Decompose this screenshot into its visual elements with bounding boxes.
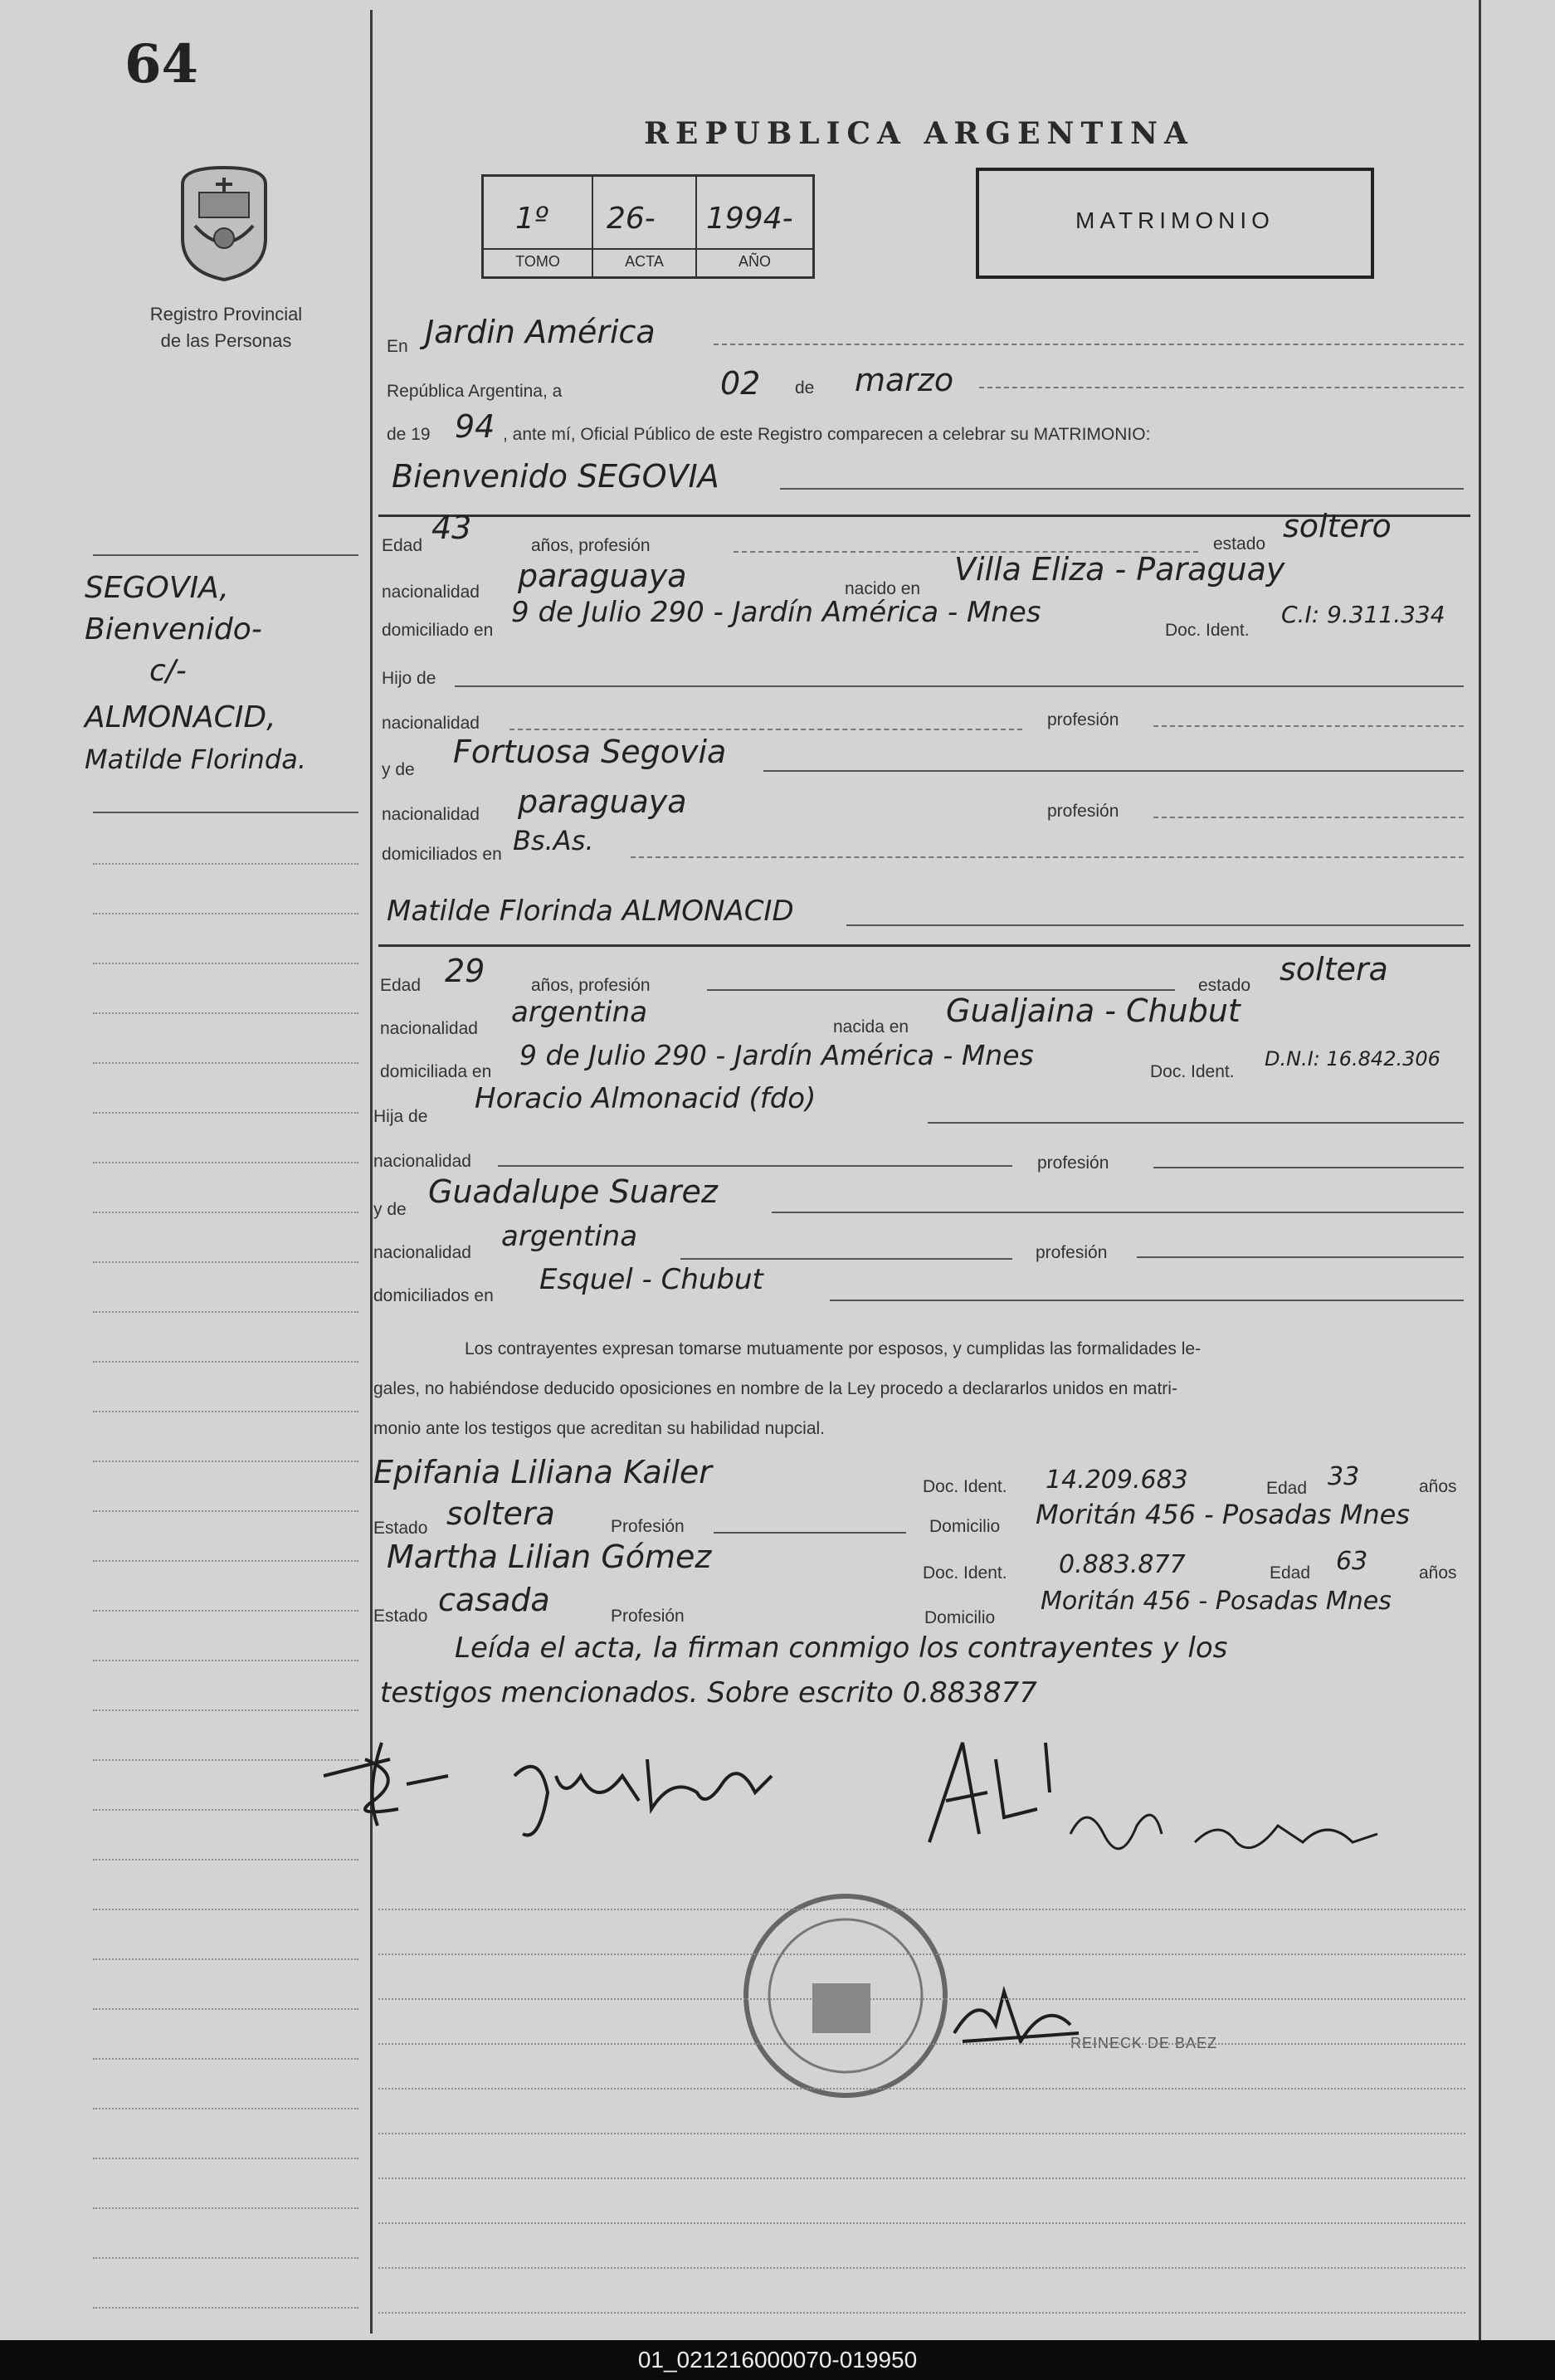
bride-father-nac-label: nacionalidad [373,1152,471,1171]
bride-estado: soltera [1280,951,1388,988]
margin-dotted-line [93,1062,358,1064]
right-border [1479,0,1481,2340]
bride-estado-label: estado [1198,976,1251,995]
groom-age: 43 [431,510,472,546]
margin-dotted-line [93,1510,358,1512]
bride-name: Matilde Florinda ALMONACID [387,895,794,928]
tomo-value: 1º [515,202,548,236]
body-dotted-line [378,1909,1465,1910]
bride-father-prof-line [1153,1167,1464,1168]
bride-separator [378,944,1470,947]
bride-yde-label: y de [373,1200,407,1219]
place-line [714,344,1464,345]
margin-note-line2: Bienvenido- [85,612,262,646]
de-label: de [795,378,815,397]
groom-anos-label: años, profesión [531,536,651,555]
groom-mother-line [763,770,1464,772]
signature-witness2 [1062,1784,1394,1884]
margin-dotted-line [93,2307,358,2309]
intro-statement: , ante mí, Oficial Público de este Registro comparecen a celebrar su MATRIMONIO: [503,425,1151,444]
bride-dom-label: domiciliados en [373,1286,494,1305]
witness2-doc-label: Doc. Ident. [923,1563,1007,1583]
witness1-doc-label: Doc. Ident. [923,1477,1007,1496]
groom-yde-label: y de [382,760,415,779]
bride-nac-label: nacionalidad [380,1019,478,1038]
witness2-doc: 0.883.877 [1059,1550,1186,1579]
witness2-age: 63 [1336,1547,1368,1576]
margin-dotted-line [93,1660,358,1661]
signature-witness1 [913,1726,1079,1851]
official-seal-icon [734,1884,958,2108]
groom-father-prof-label: profesión [1047,710,1119,729]
bride-father-line [928,1122,1464,1124]
witness1-domicilio-label: Domicilio [929,1517,1001,1536]
margin-divider [370,10,373,2334]
groom-dom-label: domiciliados en [382,845,502,864]
groom-mother-nac: paraguaya [518,783,687,820]
margin-rule [93,554,358,556]
official-stamp-text: REINECK DE BAEZ [1070,2035,1218,2051]
bride-mother-nac-label: nacionalidad [373,1243,471,1262]
record-type-box [976,168,1374,279]
witness1-estado: soltera [446,1495,555,1532]
body-dotted-line [378,2178,1465,2179]
registry-name-line1: Registro Provincial [149,304,303,324]
margin-note-line3: c/- [149,654,187,688]
bride-father: Horacio Almonacid (fdo) [475,1082,816,1115]
groom-domicilio-label: domiciliado en [382,621,494,640]
groom-nacido-label: nacido en [845,579,921,598]
groom-father-nac-label: nacionalidad [382,714,480,733]
groom-father-nac-line [509,729,1022,730]
witness1-estado-label: Estado [373,1519,428,1538]
margin-dotted-line [93,1610,358,1612]
groom-mother-prof-label: profesión [1047,802,1119,821]
margin-dotted-line [93,2158,358,2159]
margin-dotted-line [93,1958,358,1960]
margin-dotted-line [93,1461,358,1462]
record-number-box [481,174,815,279]
witness2-edad-label: Edad [1270,1563,1311,1583]
margin-dotted-line [93,2058,358,2060]
groom-mother-nac-label: nacionalidad [382,805,480,824]
margin-dotted-line [93,1112,358,1114]
groom-nac-label: nacionalidad [382,583,480,602]
bride-father-nac-line [498,1165,1012,1167]
bride-domicilio: 9 de Julio 290 - Jardín América - Mnes [519,1039,1034,1071]
witness2-estado: casada [438,1582,550,1618]
groom-dom: Bs.As. [513,825,594,856]
bride-dom: Esquel - Chubut [539,1263,763,1296]
margin-dotted-line [93,1859,358,1861]
groom-estado-label: estado [1213,534,1266,554]
witness1-prof-line [714,1532,906,1534]
margin-note-line1: SEGOVIA, [85,571,229,605]
declaration-line1: Los contrayentes expresan tomarse mutuamente por esposos, y cumplidas las formalidades le- [465,1339,1202,1358]
witness2-prof-label: Profesión [611,1607,685,1626]
acta-label: ACTA [625,253,664,270]
groom-edad-label: Edad [382,536,423,555]
bride-hija-label: Hija de [373,1107,428,1126]
groom-birthplace: Villa Eliza - Paraguay [954,551,1285,588]
declaration-line3: monio ante los testigos que acreditan su habilidad nupcial. [373,1419,826,1438]
document-id: 01_021216000070-019950 [0,2340,1555,2380]
bride-doc-label: Doc. Ident. [1150,1062,1235,1081]
margin-dotted-line [93,1709,358,1711]
bride-doc: D.N.I: 16.842.306 [1265,1047,1440,1071]
day: 02 [720,365,761,402]
declaration-line2: gales, no habiéndose deducido oposiciones en nombre de la Ley procedo a declararlos unidos en matri- [373,1379,1177,1398]
groom-father-prof-line [1153,725,1464,727]
month-line [979,387,1464,388]
witness1-edad-label: Edad [1266,1479,1308,1498]
bride-mother-prof-label: profesión [1036,1243,1108,1262]
margin-dotted-line [93,1261,358,1263]
bride-edad-label: Edad [380,976,422,995]
margin-dotted-line [93,1909,358,1910]
bride-father-prof-label: profesión [1037,1153,1109,1173]
margin-dotted-line [93,1560,358,1562]
groom-name: Bienvenido SEGOVIA [392,458,719,495]
body-dotted-line [378,2222,1465,2224]
bride-nacionalidad: argentina [511,996,648,1029]
groom-mother: Fortuosa Segovia [453,734,727,770]
margin-dotted-line [93,913,358,914]
official-signature [946,1975,1095,2066]
bride-name-line [846,924,1464,926]
closing-line2: testigos mencionados. Sobre escrito 0.883877 [380,1676,1037,1709]
box-label-rule [484,248,812,250]
groom-father-line [455,685,1464,687]
bride-domicilio-label: domiciliada en [380,1062,492,1081]
witness1-prof-label: Profesión [611,1517,685,1536]
country-title: REPUBLICA ARGENTINA [644,116,1194,151]
margin-dotted-line [93,2257,358,2259]
bride-mother-nac-line [680,1258,1012,1260]
groom-name-line [780,488,1464,490]
witness2-anos-label: años [1419,1563,1457,1583]
body-dotted-line [378,2043,1465,2045]
signature-bride [506,1743,821,1851]
month: marzo [855,362,954,398]
bride-anos-label: años, profesión [531,976,651,995]
witness1-anos-label: años [1419,1477,1457,1496]
groom-estado: soltero [1283,508,1392,544]
margin-dotted-line [93,1411,358,1412]
year-suffix: 94 [455,408,495,445]
bride-mother-nac: argentina [501,1220,638,1253]
acta-value: 26- [607,202,656,236]
ano-label: AÑO [738,253,771,270]
witness1-doc: 14.209.683 [1046,1466,1188,1495]
margin-dotted-line [93,1012,358,1014]
signature-groom [315,1726,498,1842]
body-dotted-line [378,2133,1465,2134]
body-dotted-line [378,2267,1465,2269]
witness1-name: Epifania Liliana Kailer [373,1454,712,1490]
groom-nacionalidad: paraguaya [518,558,687,594]
groom-doc-label: Doc. Ident. [1165,621,1250,640]
en-label: En [387,337,408,356]
bride-birthplace: Gualjaina - Chubut [946,992,1241,1029]
place: Jardin América [425,314,656,350]
body-dotted-line [378,1998,1465,2000]
body-dotted-line [378,1953,1465,1955]
margin-dotted-line [93,1311,358,1313]
registry-name-line2: de las Personas [160,330,292,351]
groom-mother-prof-line [1153,817,1464,818]
bride-profesion-line [707,989,1175,991]
bride-mother-line [772,1212,1464,1213]
margin-dotted-line [93,963,358,964]
witness2-name: Martha Lilian Gómez [387,1539,712,1575]
witness1-domicilio: Moritán 456 - Posadas Mnes [1036,1499,1410,1530]
bride-mother-prof-line [1137,1256,1464,1258]
margin-note-line4: ALMONACID, [85,700,276,734]
bride-dom-line [830,1300,1464,1301]
margin-dotted-line [93,2108,358,2109]
tomo-label: TOMO [515,253,560,270]
republica-label: República Argentina, a [387,382,563,401]
groom-hijo-label: Hijo de [382,669,436,688]
witness1-age: 33 [1328,1462,1360,1491]
bride-mother: Guadalupe Suarez [428,1173,718,1210]
body-dotted-line [378,2312,1465,2314]
groom-dom-line [631,856,1464,858]
witness2-domicilio: Moritán 456 - Posadas Mnes [1041,1587,1392,1616]
ano-value: 1994- [706,202,793,236]
groom-doc: C.I: 9.311.334 [1281,601,1445,628]
year-prefix: de 19 [387,425,431,444]
bride-nacida-label: nacida en [833,1017,909,1036]
margin-dotted-line [93,2008,358,2010]
body-dotted-line [378,2088,1465,2090]
margin-note-line5: Matilde Florinda. [85,744,307,775]
bride-age: 29 [445,953,485,989]
margin-dotted-line [93,2207,358,2209]
witness2-estado-label: Estado [373,1607,428,1626]
margin-rule [93,812,358,813]
margin-dotted-line [93,1361,358,1363]
margin-dotted-line [93,863,358,865]
margin-dotted-line [93,1212,358,1213]
record-type: MATRIMONIO [1075,207,1275,233]
witness2-domicilio-label: Domicilio [924,1608,996,1627]
closing-line1: Leída el acta, la firman conmigo los contrayentes y los [455,1631,1228,1665]
margin-dotted-line [93,1162,358,1163]
provincial-crest-icon [170,159,278,284]
page-number: 64 [124,33,199,95]
groom-domicilio: 9 de Julio 290 - Jardín América - Mnes [511,596,1041,629]
